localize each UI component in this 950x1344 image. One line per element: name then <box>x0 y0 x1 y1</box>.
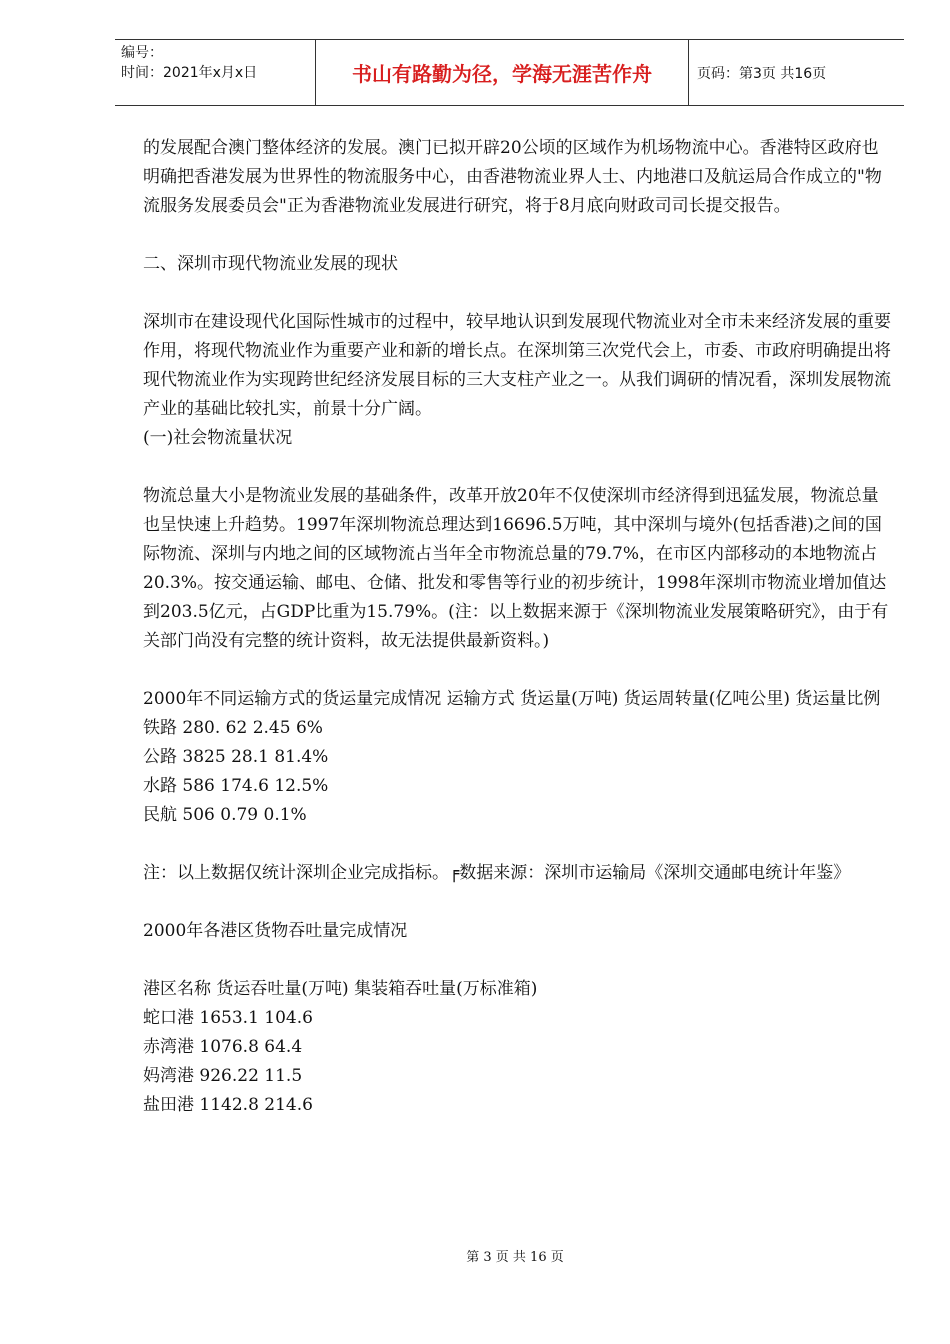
port-row-chiwan: 赤湾港 1076.8 64.4 <box>143 1037 303 1057</box>
page-header <box>115 39 904 106</box>
header-motto: 书山有路勤为径，学海无涯苦作舟 <box>315 40 689 105</box>
transport-table-note: 注：以上数据仅统计深圳企业完成指标。╒数据来源：深圳市运输局《深圳交通邮电统计年鉴》 <box>143 863 851 883</box>
document-body <box>143 134 893 1120</box>
port-row-shekou: 蛇口港 1653.1 104.6 <box>143 1008 313 1028</box>
port-row-yantian: 盐田港 1142.8 214.6 <box>143 1095 313 1115</box>
port-table-title: 2000年各港区货物吞吐量完成情况 <box>143 921 408 941</box>
header-page-number: 页码：第3页 共16页 <box>697 65 827 82</box>
section-title-shenzhen-status: 二、深圳市现代物流业发展的现状 <box>143 254 398 274</box>
paragraph-shenzhen-overview: 深圳市在建设现代化国际性城市的过程中，较早地认识到发展现代物流业对全市未来经济发展的重要作用，将现代物流业作为重要产业和新的增长点。在深圳第三次党代会上，市委、市政府明确提出将现代物流业作为实现跨世纪经济发展目标的三大支柱产业之一。从我们调研的情况看，深圳发展物流产业的基础比较扎实，前景十分广阔。 <box>143 312 891 419</box>
transport-row-road: 公路 3825 28.1 81.4% <box>143 747 329 767</box>
transport-row-water: 水路 586 174.6 12.5% <box>143 776 329 796</box>
paragraph-macau-hongkong: 的发展配合澳门整体经济的发展。澳门已拟开辟20公顷的区域作为机场物流中心。香港特区政府也明确把香港发展为世界性的物流服务中心，由香港物流业界人士、内地港口及航运局合作成立的"物流服务发展委员会"正为香港物流业发展进行研究，将于8月底向财政司司长提交报告。 <box>143 138 882 216</box>
port-table-header: 港区名称 货运吞吐量(万吨) 集装箱吞吐量(万标准箱) <box>143 979 538 999</box>
port-row-mawan: 妈湾港 926.22 11.5 <box>143 1066 303 1086</box>
page-footer: 第 3 页 共 16 页 <box>466 1250 564 1265</box>
paragraph-logistics-volume: 物流总量大小是物流业发展的基础条件，改革开放20年不仅使深圳市经济得到迅猛发展，物流总量也呈快速上升趋势。1997年深圳物流总理达到16696.5万吨，其中深圳与境外(包括香港)之间的国际物流、深圳与内地之间的区域物流占当年全市物流总量的79.7%，在市区内部移动的本地物流占20.3%。按交通运输、邮电、仓储、批发和零售等行业的初步统计，1998年深圳市物流业增加值达到203.5亿元，占GDP比重为15.79%。(注：以上数据来源于《深圳物流业发展策略研究》，由于有关部门尚没有完整的统计资料，故无法提供最新资料。) <box>143 486 889 651</box>
document-number-label: 编号： <box>121 45 163 61</box>
transport-row-air: 民航 506 0.79 0.1% <box>143 805 307 825</box>
subsection-title-logistics-volume: (一)社会物流量状况 <box>143 428 293 448</box>
transport-row-rail: 铁路 280. 62 2.45 6% <box>143 718 323 738</box>
header-meta <box>121 43 316 83</box>
transport-table-caption: 2000年不同运输方式的货运量完成情况 运输方式 货运量(万吨) 货运周转量(亿吨公里) 货运量比例 <box>143 689 881 709</box>
document-time-label: 时间：2021年x月x日 <box>121 65 258 81</box>
